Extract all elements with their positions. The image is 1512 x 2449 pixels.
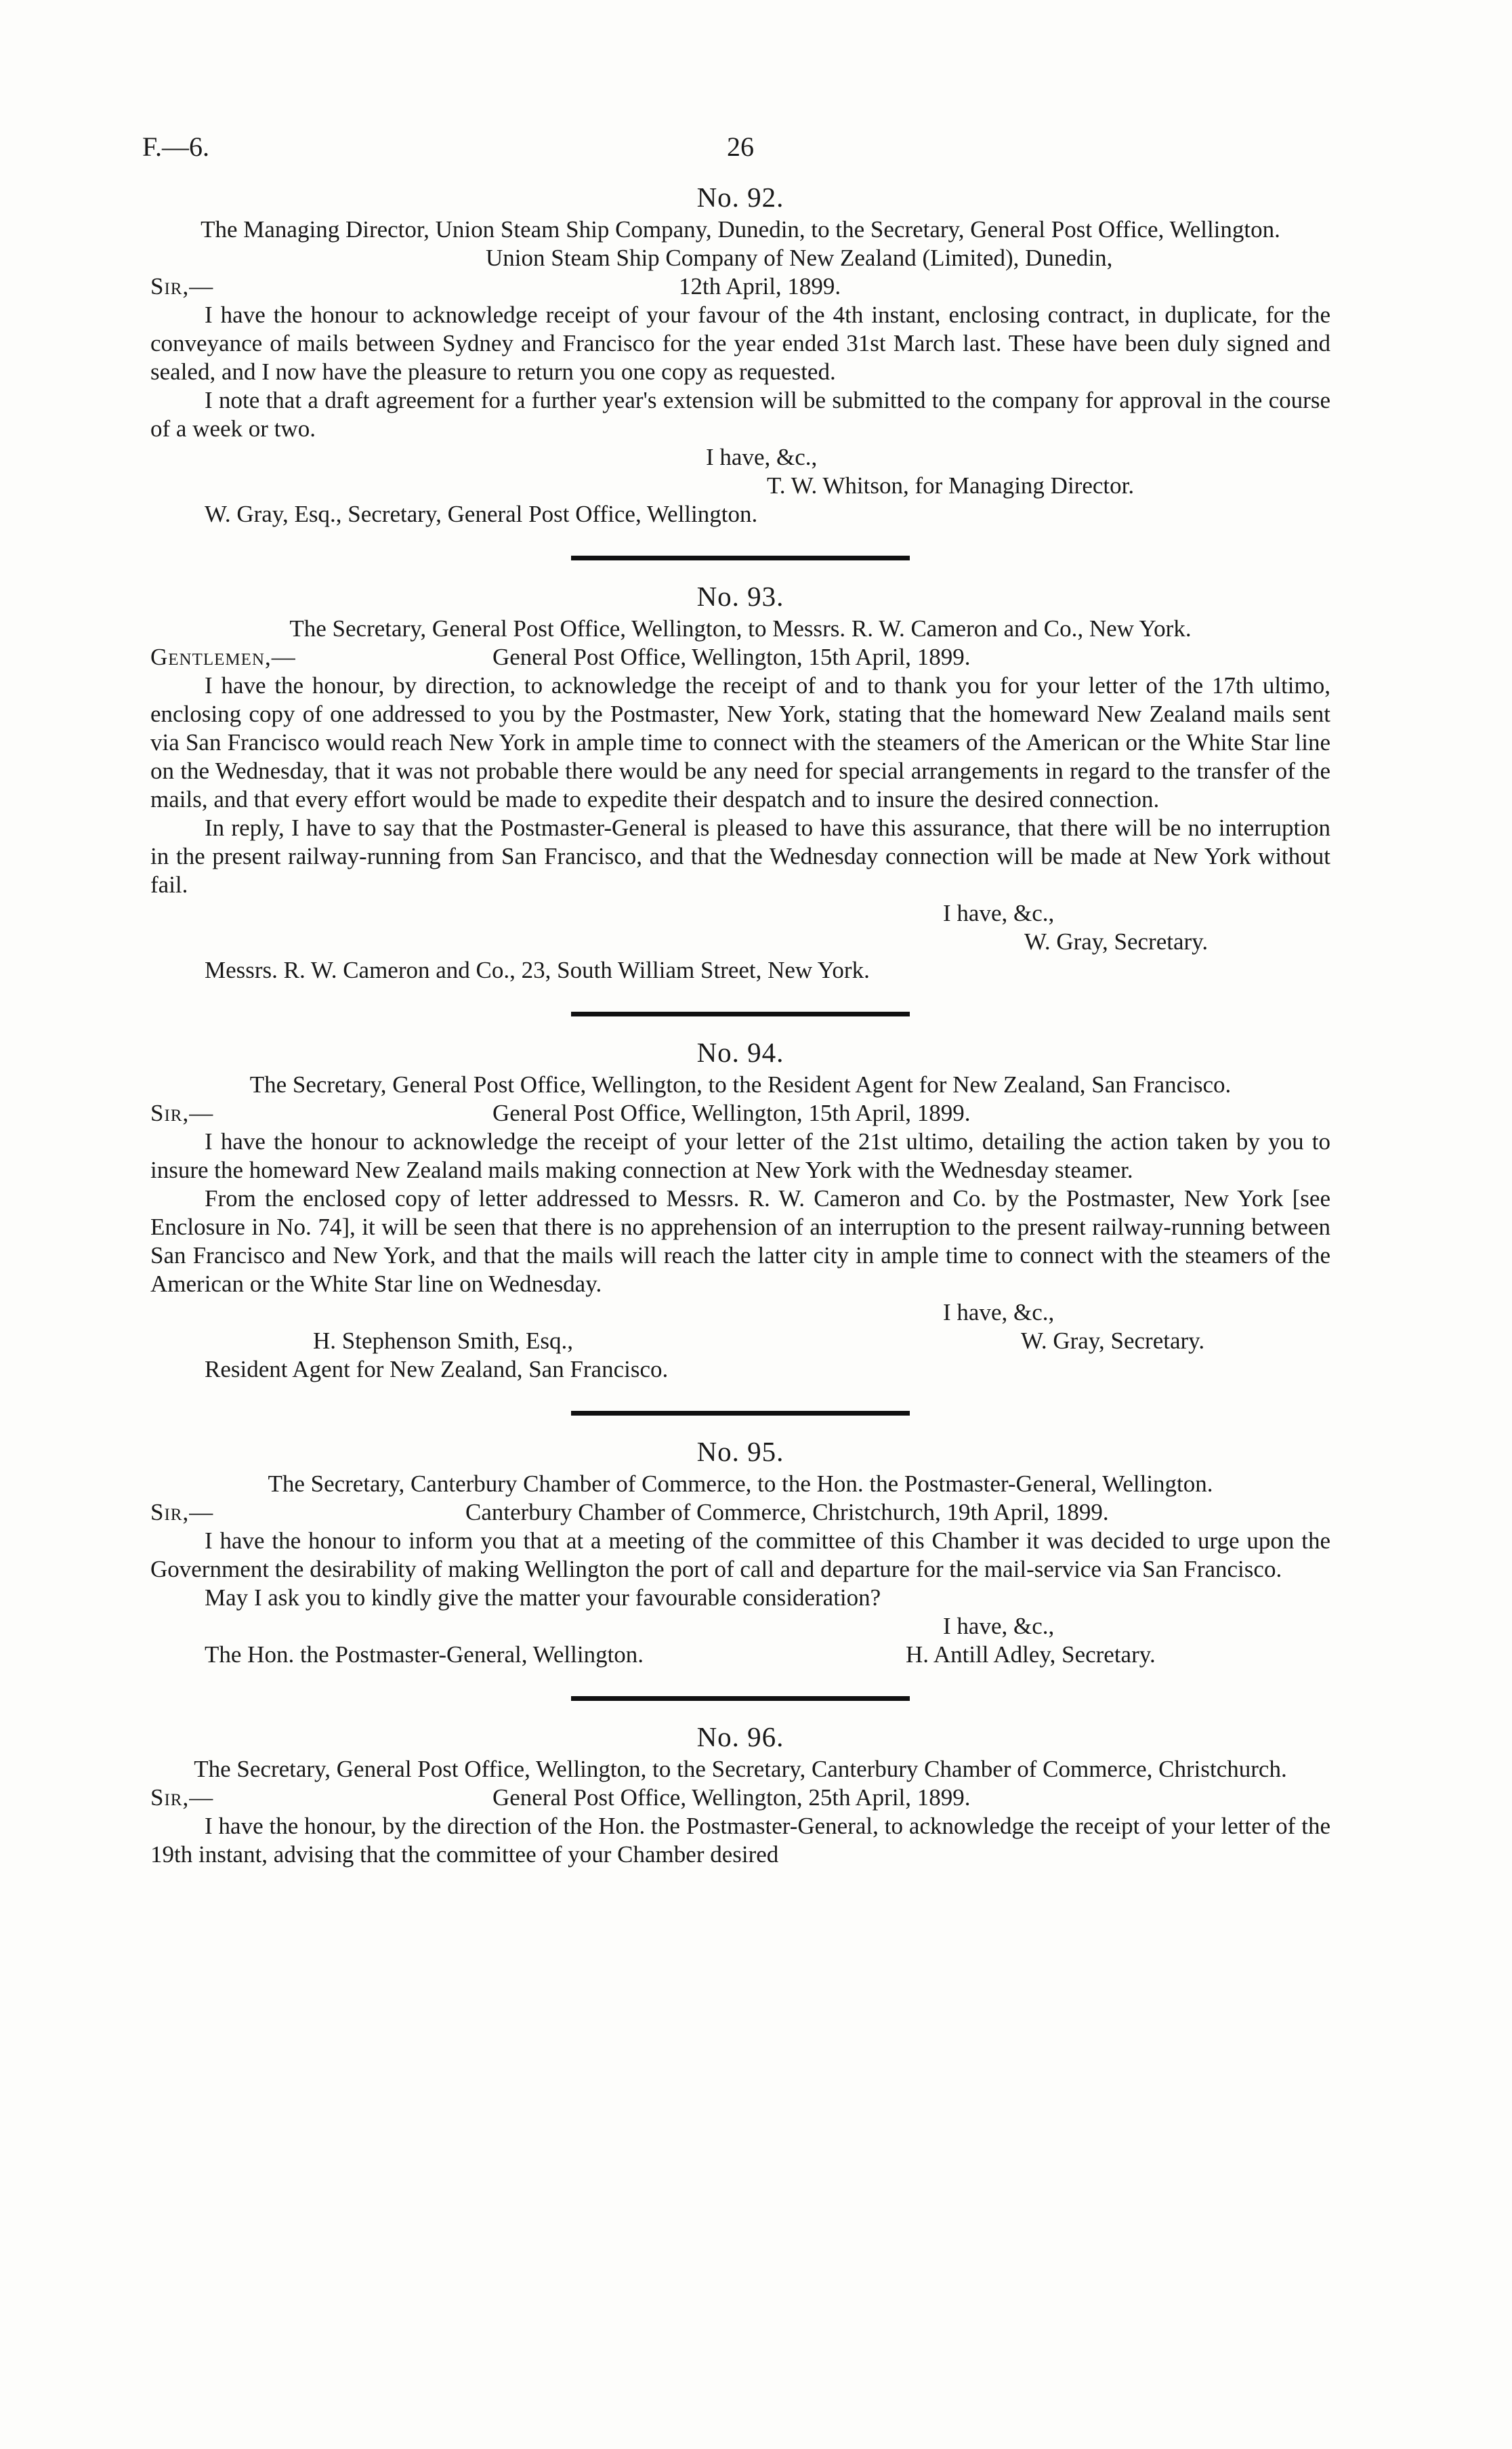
page [142,129,1330,1869]
page-number: 26 [727,131,754,162]
letter-number: No. 94. [696,1037,784,1068]
letter-paragraph: I note that a draft agreement for a further year's extension will be submitted to the company for approval in the course of a week or two. [150,387,1330,442]
salutation: Sir,— [150,273,214,300]
section-divider [571,1411,910,1416]
closing: I have, &c., [706,444,818,470]
signature-line [150,1641,1330,1669]
letter-paragraph: I have the honour to acknowledge receipt of your favour of the 4th instant, enclosing contract, in duplicate, for the conveyance of mails between Sydney and Francisco for the year ended 31st March last. These have been duly signed and sealed, and I now have the pleasure to return you one copy as requested. [150,302,1330,385]
letter-number: No. 92. [696,182,784,213]
place-date: Canterbury Chamber of Commerce, Christchurch, 19th April, 1899. [465,1499,1109,1525]
salutation-line [150,272,1330,301]
letter-number: No. 95. [696,1436,784,1467]
addressee: H. Stephenson Smith, Esq., [313,1328,574,1354]
signature-line [150,1327,1330,1355]
closing: I have, &c., [943,900,1055,926]
recipient: Messrs. R. W. Cameron and Co., 23, South William Street, New York. [205,957,870,983]
letter-paragraph: I have the honour to inform you that at a meeting of the committee of this Chamber it was decided to urge upon the Government the desirability of making Wellington the port of call and departure for the mail-service via San Francisco. [150,1527,1330,1582]
place-date: General Post Office, Wellington, 15th April, 1899. [492,1100,971,1126]
section-divider [571,1012,910,1016]
letter-heading: The Managing Director, Union Steam Ship Company, Dunedin, to the Secretary, General Post Office, Wellington. [201,216,1280,243]
letter-paragraph: I have the honour to acknowledge the receipt of your letter of the 21st ultimo, detailing the action taken by you to insure the homeward New Zealand mails making connection at New York with the Wednesday steamer. [150,1128,1330,1183]
letter-heading: The Secretary, General Post Office, Wellington, to the Secretary, Canterbury Chamber of Commerce, Christchurch. [194,1756,1287,1782]
salutation-line [150,643,1330,672]
letter-paragraph: In reply, I have to say that the Postmaster-General is pleased to have this assurance, that there will be no interruption in the present railway-running from San Francisco, and that the Wednesday connection will be made at New York without fail. [150,815,1330,898]
closing: I have, &c., [943,1613,1055,1639]
section-divider [571,1696,910,1701]
place-date: General Post Office, Wellington, 25th April, 1899. [492,1784,971,1811]
letter-date: 12th April, 1899. [679,273,841,300]
letter-address: Union Steam Ship Company of New Zealand (Limited), Dunedin, [486,245,1113,271]
letter-paragraph: I have the honour, by the direction of the Hon. the Postmaster-General, to acknowledge the receipt of your letter of the 19th instant, advising that the committee of your Chamber desired [150,1813,1330,1868]
letter-93 [150,582,1330,985]
salutation-line [150,1099,1330,1128]
letter-paragraph: I have the honour, by direction, to acknowledge the receipt of and to thank you for your letter of the 17th ultimo, enclosing copy of one addressed to you by the Postmaster, New York, stating that the homeward New Zealand mails sent via San Francisco would reach New York in ample time to connect with the steamers of the American or the White Star line on the Wednesday, that it was not probable there would be any need for special arrangements in regard to the transfer of the mails, and that every effort would be made to expedite their despatch and to insure the desired connection. [150,672,1330,812]
letter-paragraph: May I ask you to kindly give the matter your favourable consideration? [205,1584,881,1611]
recipient: Resident Agent for New Zealand, San Francisco. [205,1356,669,1382]
salutation-line [150,1784,1330,1812]
place-date: General Post Office, Wellington, 15th April, 1899. [492,644,971,670]
letter-94 [150,1038,1330,1384]
signature: T. W. Whitson, for Managing Director. [767,472,1135,499]
letter-96 [150,1723,1330,1869]
salutation: Sir,— [150,1499,214,1525]
page-header [142,129,1330,176]
letter-heading: The Secretary, General Post Office, Wellington, to Messrs. R. W. Cameron and Co., New York. [289,615,1192,642]
section-divider [571,556,910,560]
letter-paragraph: From the enclosed copy of letter addressed to Messrs. R. W. Cameron and Co. by the Postmaster, New York [see Enclosure in No. 74], it will be seen that there is no apprehension of an interruption to the present railway-running between San Francisco and New York, and that the mails will reach the latter city in ample time to connect with the steamers of the American or the White Star line on Wednesday. [150,1185,1330,1297]
signature: W. Gray, Secretary. [1024,928,1209,955]
document-ref: F.—6. [142,131,210,162]
letter-92 [150,183,1330,529]
letter-heading: The Secretary, Canterbury Chamber of Commerce, to the Hon. the Postmaster-General, Wellington. [268,1470,1213,1497]
letter-heading: The Secretary, General Post Office, Wellington, to the Resident Agent for New Zealand, San Francisco. [249,1071,1232,1098]
recipient: The Hon. the Postmaster-General, Wellington. [205,1641,644,1668]
salutation-line [150,1498,1330,1527]
salutation: Sir,— [150,1784,214,1811]
letter-95 [150,1437,1330,1669]
letter-number: No. 93. [696,581,784,612]
closing: I have, &c., [943,1299,1055,1325]
salutation: Sir,— [150,1100,214,1126]
salutation: Gentlemen,— [150,644,296,670]
recipient: W. Gray, Esq., Secretary, General Post Office, Wellington. [205,501,758,527]
signature: H. Antill Adley, Secretary. [906,1641,1156,1668]
signature: W. Gray, Secretary. [1021,1328,1205,1354]
letter-number: No. 96. [696,1721,784,1752]
